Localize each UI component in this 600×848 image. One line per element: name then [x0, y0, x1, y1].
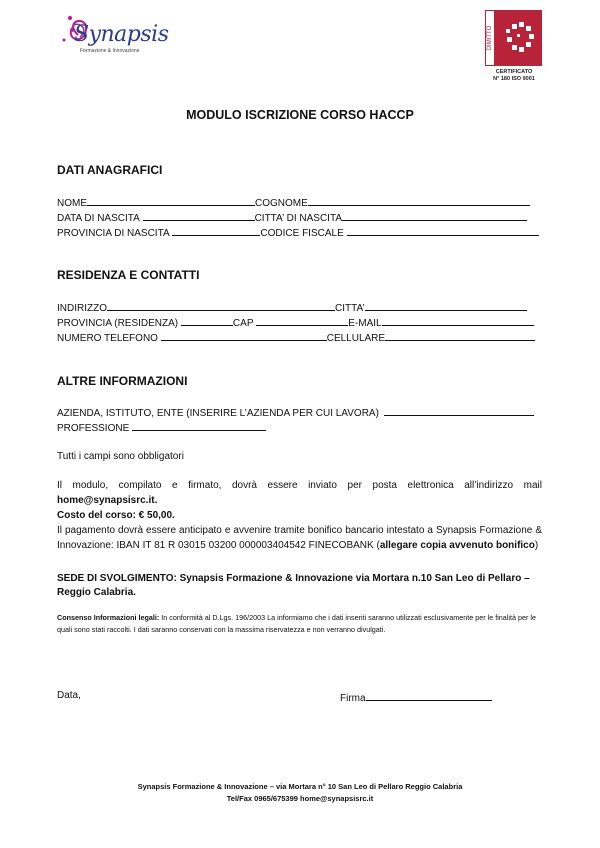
cognome-field[interactable] — [308, 195, 530, 206]
label-email: E-MAIL — [348, 318, 382, 329]
cert-caption: CERTIFICATO N° 180 ISO 9001 — [493, 69, 535, 82]
label-data-nascita: DATA DI NASCITA — [57, 213, 140, 224]
label-azienda: AZIENDA, ISTITUTO, ENTE (INSERIRE L’AZIENDA PER CUI LAVORA) — [57, 408, 379, 419]
label-cap: CAP — [232, 318, 254, 329]
row-nome-cognome — [57, 195, 542, 209]
send-instructions: Il modulo, compilato e firmato, dovrà essere inviato per posta elettronica all’indirizzo mail — [57, 480, 542, 491]
cert-mark-icon — [486, 10, 542, 66]
azienda-field[interactable] — [384, 405, 534, 416]
row-professione — [57, 420, 542, 434]
label-cognome: COGNOME — [255, 198, 308, 209]
label-indirizzo: INDIRIZZO — [57, 303, 107, 314]
section-altre-informazioni: ALTRE INFORMAZIONI — [57, 374, 188, 388]
section-residenza: RESIDENZA E CONTATTI — [57, 268, 200, 282]
privacy-label: Consenso Informazioni legali: — [57, 613, 160, 622]
data-nascita-field[interactable] — [143, 210, 255, 221]
label-citta: CITTA’ — [335, 303, 365, 314]
logo-name: Synapsis — [74, 22, 169, 47]
label-provincia-nascita: PROVINCIA DI NASCITA — [57, 228, 170, 239]
cert-side-label: DIMITTO — [485, 10, 495, 66]
required-note: Tutti i campi sono obbligatori — [57, 451, 184, 462]
row-azienda — [57, 405, 542, 419]
payment-attach-note: allegare copia avvenuto bonifico — [379, 540, 535, 551]
certification-badge — [484, 10, 544, 82]
footer-address: Synapsis Formazione & Innovazione – via Mortara n° 10 San Leo di Pellaro Reggio Calabria — [137, 782, 463, 791]
footer — [0, 781, 600, 805]
row-telefono-cellulare — [57, 330, 542, 344]
citta-nascita-field[interactable] — [342, 210, 527, 221]
indirizzo-field[interactable] — [107, 300, 335, 311]
label-provincia: PROVINCIA (RESIDENZA) — [57, 318, 179, 329]
row-data-citta-nascita — [57, 210, 542, 224]
row-provincia-codice-fiscale — [57, 225, 542, 239]
row-provincia-cap-email — [57, 315, 542, 329]
label-citta-nascita: CITTA’ DI NASCITA — [254, 213, 342, 224]
form-title: MODULO ISCRIZIONE CORSO HACCP — [186, 108, 414, 122]
payment-info: Il pagamento dovrà essere anticipato e avvenire tramite bonifico bancario intestato a Synapsis Formazione & Innovazione: IBAN IT 81 R 03015 03200 000003404542 FINECOBANK ( — [57, 525, 542, 551]
provincia-field[interactable] — [181, 315, 233, 326]
section-dati-anagrafici: DATI ANAGRAFICI — [57, 163, 163, 177]
label-data: Data, — [57, 690, 81, 701]
signature-row — [57, 690, 542, 704]
contact-email: home@synapsisrc.it. — [57, 495, 158, 506]
nome-field[interactable] — [87, 195, 255, 206]
instructions-block: Il modulo, compilato e firmato, dovrà essere inviato per posta elettronica all’indirizzo mail home@synapsisrc.it. Costo del corso: € 50,00. Il pagamento dovrà essere anticipato e avvenire tramite bonifico bancario intestato a Synapsis Formazione & Innovazione: IBAN IT 81 R 03015 03200 000003404542 FINECOBANK (allegare copia avvenuto bonifico) — [57, 480, 542, 551]
cert-logo — [486, 10, 542, 66]
label-professione: PROFESSIONE — [57, 423, 130, 434]
course-cost: Costo del corso: € 50,00. — [57, 510, 175, 521]
provincia-nascita-field[interactable] — [172, 225, 260, 236]
privacy-text: In conformità al D.Lgs. 196/2003 La informiamo che i dati inseriti saranno utilizzati esclusivamente per le finalità per le quali sono stati raccolti. I dati saranno conservati con la massima riservatezza e non verranno divulgati. — [57, 613, 536, 634]
label-cellulare: CELLULARE — [326, 333, 386, 344]
label-firma: Firma — [340, 693, 366, 704]
cellulare-field[interactable] — [385, 330, 535, 341]
privacy-consent — [57, 612, 547, 636]
citta-field[interactable] — [365, 300, 527, 311]
venue-info: SEDE DI SVOLGIMENTO: Synapsis Formazione & Innovazione via Mortara n.10 San Leo di Pellaro – Reggio Calabria. — [57, 573, 530, 598]
email-field[interactable] — [382, 315, 534, 326]
firma-field[interactable] — [366, 690, 492, 701]
logo-tagline: Formazione & Innovazione — [80, 48, 140, 54]
label-telefono: NUMERO TELEFONO — [57, 333, 158, 344]
synapsis-logo — [58, 10, 168, 70]
label-nome: NOME — [57, 198, 87, 209]
label-codice-fiscale: CODICE FISCALE — [260, 228, 344, 239]
codice-fiscale-field[interactable] — [347, 225, 539, 236]
row-indirizzo-citta — [57, 300, 542, 314]
telefono-field[interactable] — [161, 330, 327, 341]
footer-contacts: Tel/Fax 0965/675399 home@synapsisrc.it — [226, 794, 374, 803]
cap-field[interactable] — [256, 315, 348, 326]
signature-area — [340, 690, 492, 704]
professione-field[interactable] — [132, 420, 266, 431]
